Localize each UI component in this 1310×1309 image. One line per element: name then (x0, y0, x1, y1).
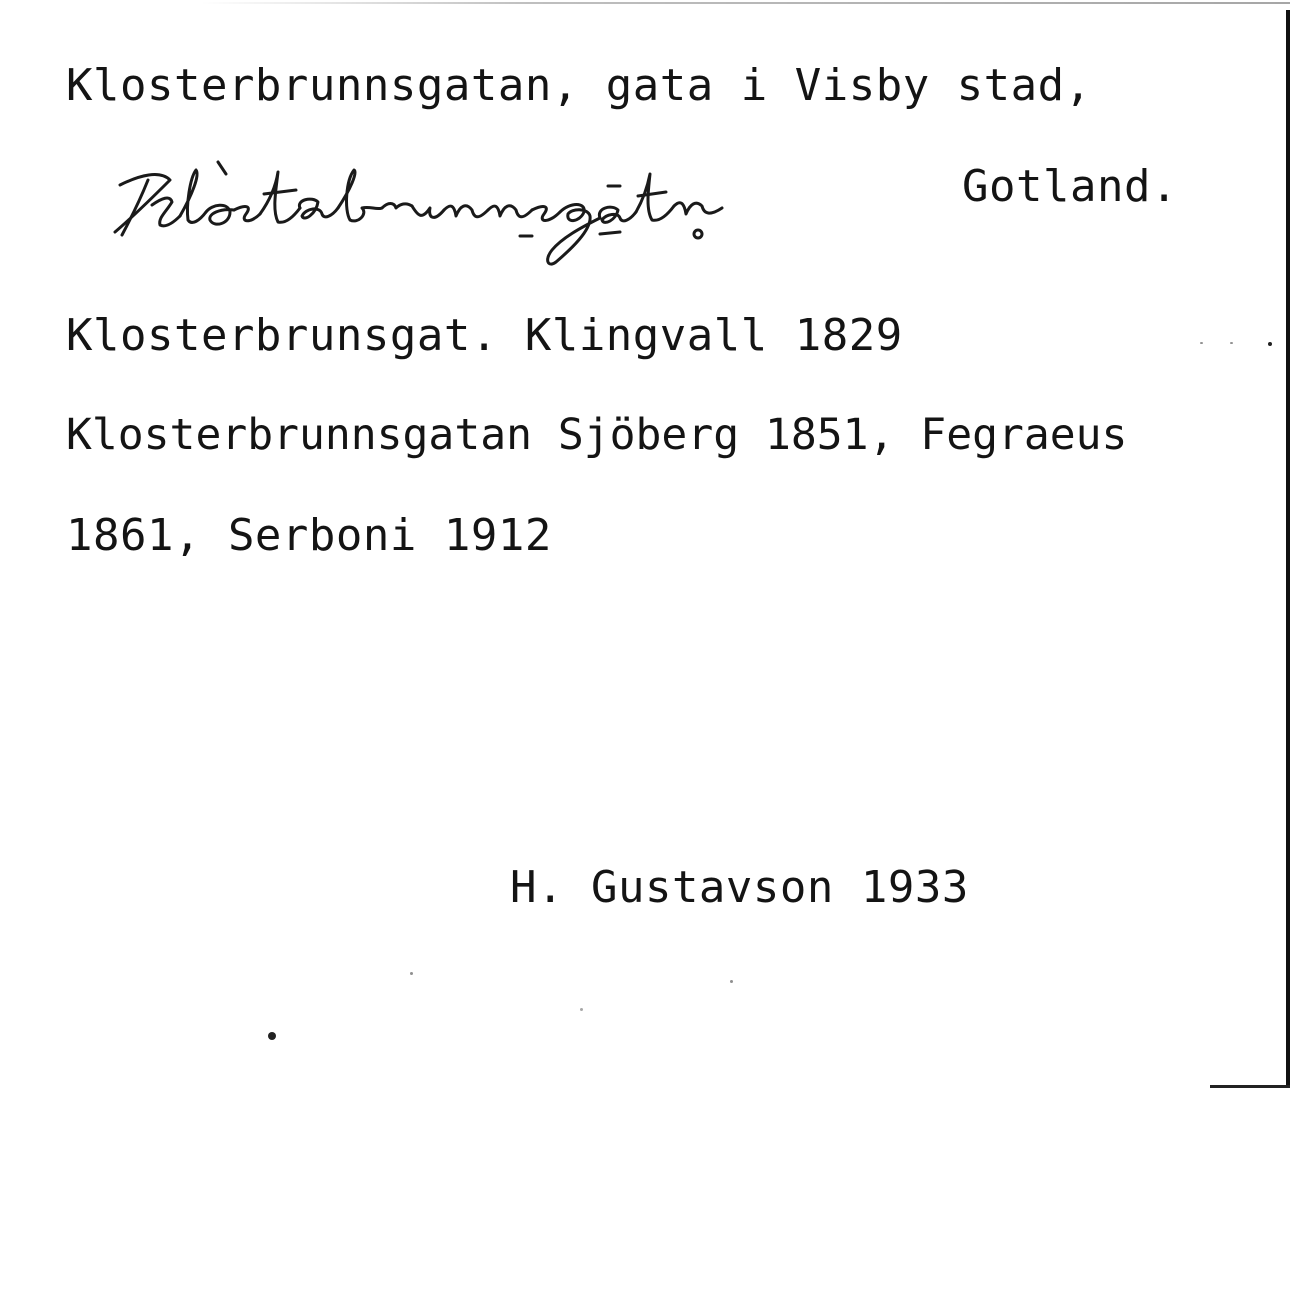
card-top-edge (200, 2, 1290, 4)
ink-speck (268, 1032, 276, 1040)
card-right-edge (1286, 10, 1290, 1088)
ink-speck (1200, 342, 1203, 344)
source-line: Klosterbrunsgat. Klingvall 1829 (66, 310, 903, 361)
ink-speck (1230, 342, 1233, 344)
ink-speck (580, 1008, 583, 1011)
source-line: 1861, Serboni 1912 (66, 510, 552, 561)
card-bottom-edge (1210, 1085, 1290, 1088)
ink-speck (410, 972, 413, 975)
ink-speck (730, 980, 733, 983)
ink-speck (1268, 342, 1272, 346)
card-heading-line: Klosterbrunnsgatan, gata i Visby stad, (66, 60, 1092, 111)
handwritten-text (120, 158, 583, 212)
province-text: Gotland. (962, 161, 1178, 212)
source-line: Klosterbrunnsgatan Sjöberg 1851, Fegraeus (66, 410, 1128, 460)
author-signature: H. Gustavson 1933 (510, 862, 969, 913)
